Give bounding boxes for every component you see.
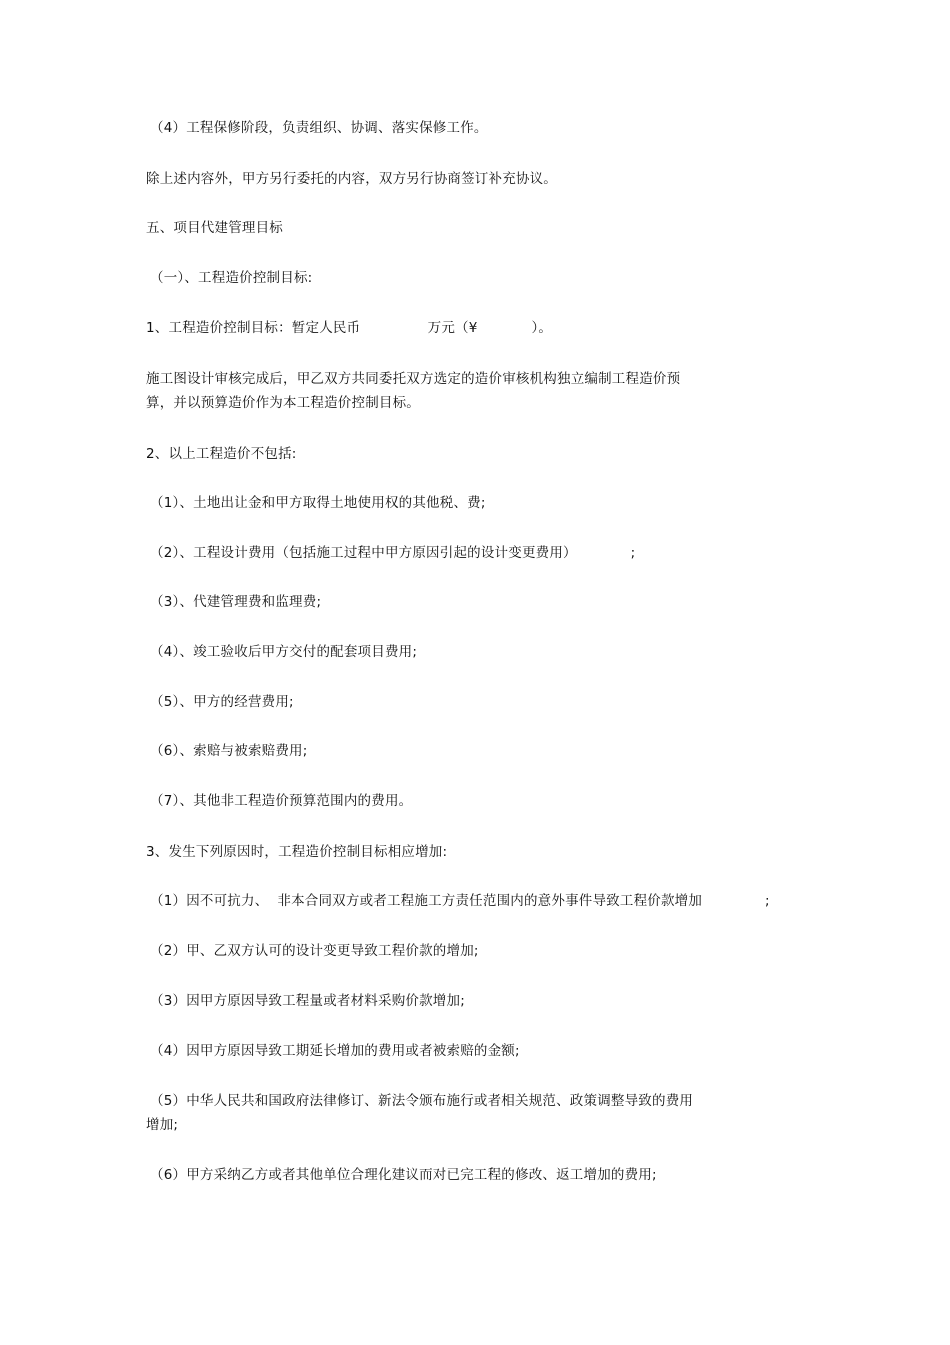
exclusion-item: （6）、索赔与被索赔费用; [150, 743, 308, 759]
supplementary-agreement-note: 除上述内容外，甲方另行委托的内容，双方另行协商签订补充协议。 [146, 171, 557, 187]
increase-cause-item: （6）甲方采纳乙方或者其他单位合理化建议而对已完工程的修改、返工增加的费用; [150, 1167, 657, 1183]
exclusion-item: （5）、甲方的经营费用; [150, 694, 294, 710]
exclusions-heading: 2、以上工程造价不包括: [146, 446, 297, 462]
increase-cause-item: （3）因甲方原因导致工程量或者材料采购价款增加; [150, 993, 465, 1009]
exclusion-item: （4）、竣工验收后甲方交付的配套项目费用; [150, 644, 418, 660]
section-heading-5: 五、项目代建管理目标 [146, 220, 283, 236]
increase-cause-item: （1）因不可抗力、 非本合同双方或者工程施工方责任范围内的意外事件导致工程价款增加 ; [150, 893, 770, 909]
exclusion-item: （7）、其他非工程造价预算范围内的费用。 [150, 793, 413, 809]
exclusion-item: （3）、代建管理费和监理费; [150, 594, 322, 610]
paragraph-line: 算，并以预算造价作为本工程造价控制目标。 [146, 395, 420, 411]
subsection-heading-1: （一）、工程造价控制目标: [150, 270, 313, 286]
increase-cause-item: （4）因甲方原因导致工期延长增加的费用或者被索赔的金额; [150, 1043, 520, 1059]
increase-causes-heading: 3、发生下列原因时，工程造价控制目标相应增加: [146, 844, 448, 860]
exclusion-item: （1）、土地出让金和甲方取得土地使用权的其他税、费; [150, 495, 486, 511]
increase-cause-item: （5）中华人民共和国政府法律修订、新法令颁布施行或者相关规范、政策调整导致的费用 [150, 1093, 694, 1109]
cost-control-target: 1、工程造价控制目标：暂定人民币 万元（¥ ）。 [146, 320, 553, 336]
increase-cause-item-continued: 增加; [146, 1117, 179, 1133]
increase-cause-item: （2）甲、乙双方认可的设计变更导致工程价款的增加; [150, 943, 479, 959]
exclusion-item: （2）、工程设计费用（包括施工过程中甲方原因引起的设计变更费用） ; [150, 545, 636, 561]
paragraph-line: 施工图设计审核完成后，甲乙双方共同委托双方选定的造价审核机构独立编制工程造价预 [146, 371, 681, 387]
clause-4-warranty: （4）工程保修阶段，负责组织、协调、落实保修工作。 [150, 120, 488, 136]
